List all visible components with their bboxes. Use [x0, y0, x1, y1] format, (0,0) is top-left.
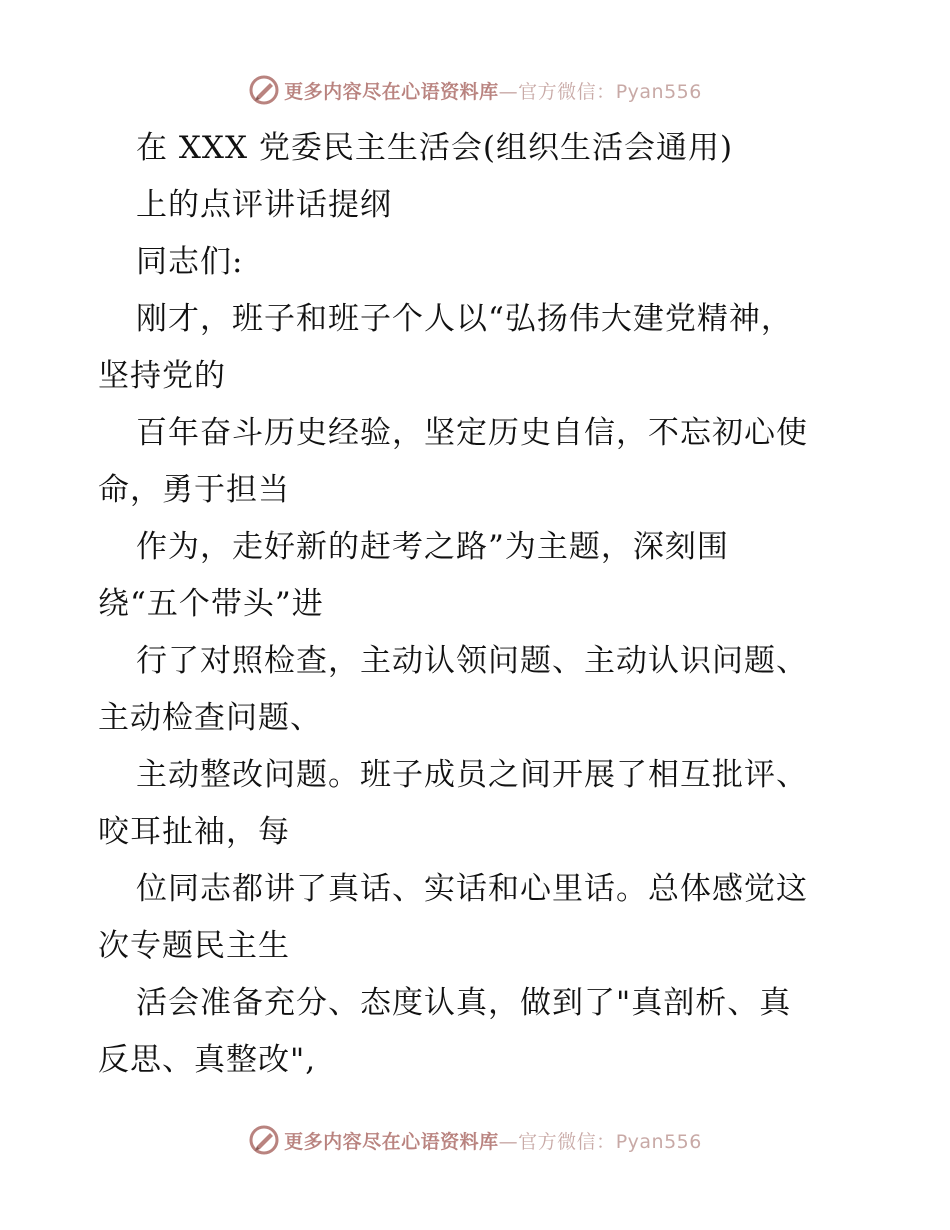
doc-line: 主动整改问题。班子成员之间开展了相互批评、 — [136, 757, 808, 793]
header-banner — [0, 70, 950, 110]
doc-line: 绕“五个带头”进 — [98, 586, 324, 622]
doc-line: 位同志都讲了真话、实话和心里话。总体感觉这 — [136, 871, 808, 907]
banner-text — [284, 1127, 702, 1154]
doc-line: 活会准备充分、态度认真，做到了"真剖析、真 — [136, 985, 792, 1021]
banner-wechat-id: Pyan556 — [615, 1130, 702, 1153]
banner-official-label: 官方微信： — [518, 1130, 616, 1153]
doc-line: 咬耳扯袖，每 — [98, 814, 290, 850]
doc-line: 行了对照检查，主动认领问题、主动认识问题、 — [136, 643, 808, 679]
document-body — [98, 120, 888, 1089]
banner-main-text: 更多内容尽在心语资料库 — [284, 1130, 499, 1153]
footer-banner — [0, 1120, 950, 1160]
doc-line: 上的点评讲话提纲 — [136, 187, 392, 223]
doc-line: 同志们: — [136, 244, 244, 280]
doc-line: 在 XXX 党委民主生活会(组织生活会通用) — [136, 130, 734, 166]
pen-logo-icon — [248, 1124, 280, 1156]
doc-line: 命，勇于担当 — [98, 472, 290, 508]
doc-line: 刚才，班子和班子个人以“弘扬伟大建党精神， — [136, 301, 793, 337]
banner-text — [284, 77, 702, 104]
doc-line: 次专题民主生 — [98, 928, 290, 964]
banner-separator: — — [498, 1130, 519, 1153]
pen-logo-icon — [248, 74, 280, 106]
banner-separator: — — [498, 80, 519, 103]
banner-main-text: 更多内容尽在心语资料库 — [284, 80, 499, 103]
doc-line: 坚持党的 — [98, 358, 226, 394]
doc-line: 作为，走好新的赶考之路”为主题，深刻围 — [136, 529, 729, 565]
doc-line: 主动检查问题、 — [98, 700, 322, 736]
banner-wechat-id: Pyan556 — [615, 80, 702, 103]
doc-line: 反思、真整改", — [98, 1042, 317, 1078]
banner-official-label: 官方微信： — [518, 80, 616, 103]
doc-line: 百年奋斗历史经验，坚定历史自信，不忘初心使 — [136, 415, 808, 451]
